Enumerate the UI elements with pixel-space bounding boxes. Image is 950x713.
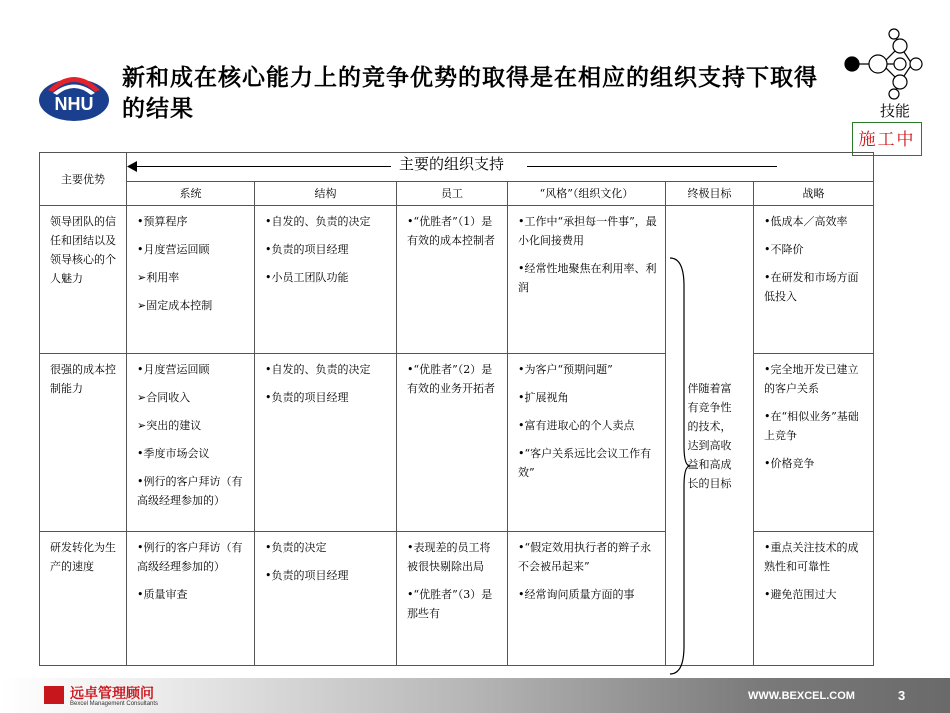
brace-icon xyxy=(668,256,690,676)
header-main-advantage: 主要优势 xyxy=(40,153,127,206)
row-advantage: 领导团队的信任和团结以及领导核心的个人魅力 xyxy=(40,206,127,354)
bexcel-logo-icon xyxy=(44,686,64,704)
cell-structure: •负责的决定 •负责的项目经理 xyxy=(255,532,397,666)
col-strategy: 战略 xyxy=(754,182,874,206)
table-row xyxy=(40,206,874,354)
col-system: 系统 xyxy=(127,182,255,206)
footer-url[interactable]: WWW.BEXCEL.COM xyxy=(748,690,855,702)
cell-strategy: •低成本／高效率 •不降价 •在研发和市场方面低投入 xyxy=(754,206,874,354)
arrow-left-icon xyxy=(127,161,137,172)
row-advantage: 很强的成本控制能力 xyxy=(40,354,127,532)
cell-style: •为客户“预期问题” •扩展视角 •富有进取心的个人卖点 •“客户关系远比会议工作有效” xyxy=(508,354,666,532)
col-staff: 员工 xyxy=(397,182,508,206)
status-badge: 施工中 xyxy=(852,122,922,156)
logo-text: NHU xyxy=(54,94,94,114)
footer-company-en: Bexcel Management Consultants xyxy=(70,701,159,707)
support-table xyxy=(39,152,874,666)
goal-text: 伴随着富有竞争性的技术，达到高收益和高成长的目标 xyxy=(687,381,732,490)
col-goal: 终极目标 xyxy=(666,182,754,206)
skills-network-icon xyxy=(842,28,927,100)
cell-goal xyxy=(666,206,754,666)
cell-system: •例行的客户拜访（有高级经理参加的） •质量审查 xyxy=(127,532,255,666)
col-structure: 结构 xyxy=(255,182,397,206)
cell-structure: •自发的、负责的决定 •负责的项目经理 •小员工团队功能 xyxy=(255,206,397,354)
cell-style: •工作中“承担每一件事”，最小化间接费用 •经常性地聚焦在利用率、利润 xyxy=(508,206,666,354)
arrow-right-line xyxy=(527,166,777,167)
footer-company-cn: 远卓管理顾问 xyxy=(70,686,154,702)
support-title: 主要的组织支持 xyxy=(399,155,505,173)
cell-structure: •自发的、负责的决定 •负责的项目经理 xyxy=(255,354,397,532)
cell-style: •“假定效用执行者的辫子永不会被吊起来” •经常询问质量方面的事 xyxy=(508,532,666,666)
cell-system: •预算程序 •月度营运回顾 ➢利用率 ➢固定成本控制 xyxy=(127,206,255,354)
support-header xyxy=(127,153,874,182)
row-advantage: 研发转化为生产的速度 xyxy=(40,532,127,666)
page-title: 新和成在核心能力上的竞争优势的取得是在相应的组织支持下取得的结果 xyxy=(122,64,818,122)
page-number: 3 xyxy=(898,688,906,703)
cell-staff: •“优胜者”（2）是有效的业务开拓者 xyxy=(397,354,508,532)
skill-label: 技能 xyxy=(880,102,911,120)
nhu-logo xyxy=(38,70,110,122)
cell-system: •月度营运回顾 ➢合同收入 ➢突出的建议 •季度市场会议 •例行的客户拜访（有高级经理参加的） xyxy=(127,354,255,532)
cell-staff: •“优胜者”（1）是有效的成本控制者 xyxy=(397,206,508,354)
arrow-left-line xyxy=(131,166,391,167)
cell-staff: •表现差的员工将被很快剔除出局 •“优胜者”（3）是那些有 xyxy=(397,532,508,666)
cell-strategy: •重点关注技术的成熟性和可靠性 •避免范围过大 xyxy=(754,532,874,666)
col-style: “风格”（组织文化） xyxy=(508,182,666,206)
cell-strategy: •完全地开发已建立的客户关系 •在“相似业务”基础上竞争 •价格竞争 xyxy=(754,354,874,532)
